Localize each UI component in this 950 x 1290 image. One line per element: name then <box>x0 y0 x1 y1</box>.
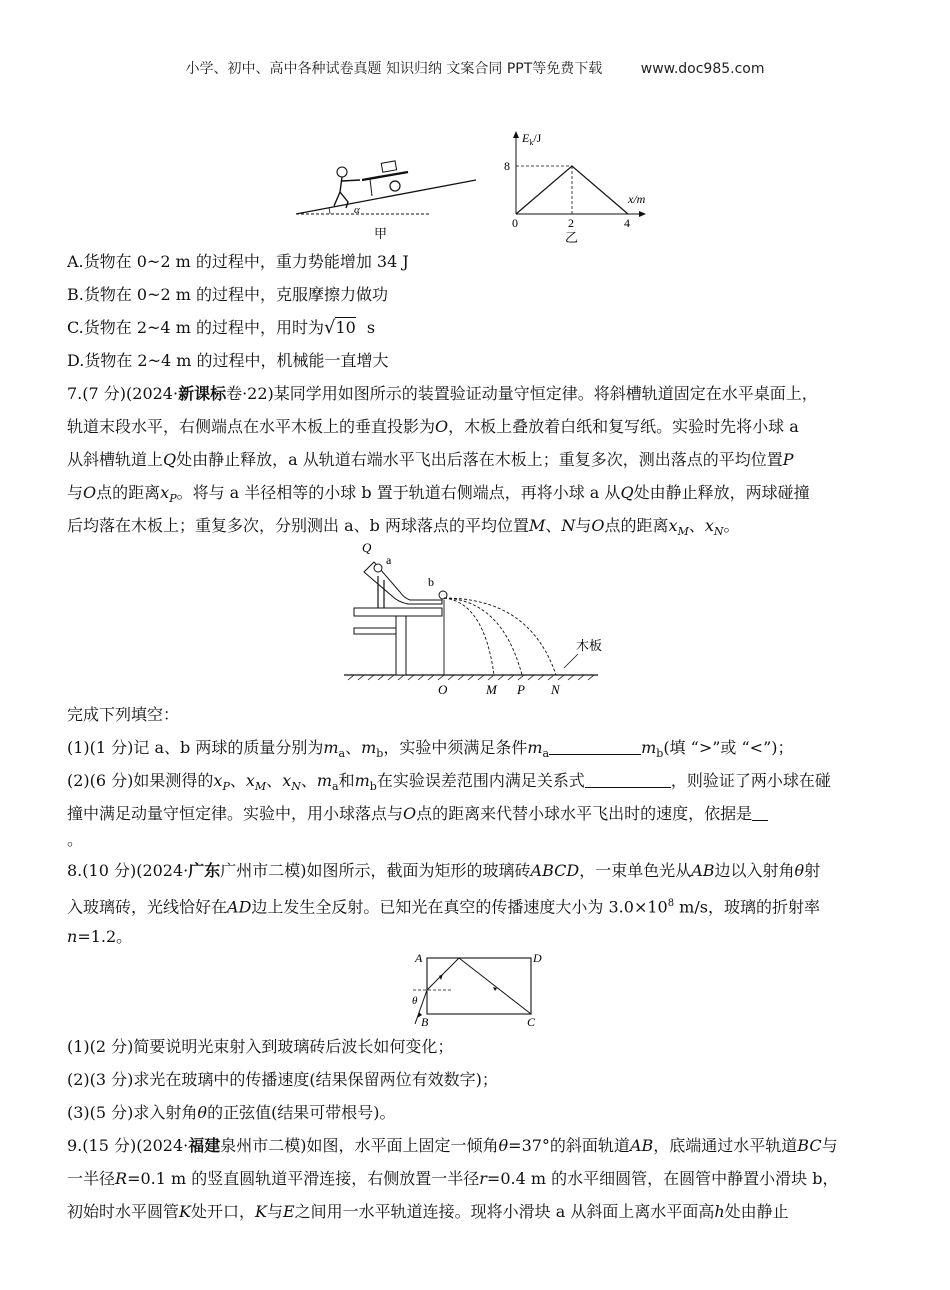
yi-x-arrow <box>639 211 646 217</box>
yi-x-label: x/m <box>628 192 646 206</box>
q8-label-A: A <box>415 951 423 965</box>
q8-part-3: (3)(5 分)求入射角θ的正弦值(结果可带根号)。 <box>67 1103 396 1122</box>
yi-x-tick-4: 4 <box>624 216 630 230</box>
q7-trajectory-N <box>444 598 556 675</box>
yi-caption: 乙 <box>565 230 579 245</box>
figure-q8-glass <box>405 950 555 1030</box>
q7-line-2: 轨道末段水平，右侧端点在水平木板上的垂直投影为O，木板上叠放着白纸和复写纸。实验时先将小球 a <box>67 417 799 436</box>
sqrt-symbol: √ <box>323 317 336 338</box>
q8-part-2: (2)(3 分)求光在玻璃中的传播速度(结果保留两位有效数字)； <box>67 1070 498 1089</box>
q7-line-5: 后均落在木板上；重复多次，分别测出 a、b 两球落点的平均位置M、N与O点的距离$x_M$、$x_N$。 <box>67 516 740 539</box>
yi-y-tick-8: 8 <box>504 159 510 173</box>
figure-jia <box>290 150 490 245</box>
q7-fill-part-1: (1)(1 分)记 a、b 两球的质量分别为$m_a$、$m_b$，实验中须满足条件$m_a$ $m_b$(填 “>”或 “<”)； <box>67 738 794 761</box>
page-header <box>0 58 950 78</box>
q7-label-board: 木板 <box>576 638 603 653</box>
option-c: C.货物在 2~4 m 的过程中，用时为√10 s <box>67 317 376 338</box>
q7-trajectory-P <box>444 598 522 675</box>
q8-line-3: n=1.2。 <box>67 927 133 946</box>
q7-line-4: 与O点的距离$x_P$。将与 a 半径相等的小球 b 置于轨道右侧端点，再将小球 a 从Q处由静止释放，两球碰撞 <box>67 483 810 506</box>
q8-label-B: B <box>421 1015 429 1029</box>
q9-line-3: 初始时水平圆管K处开口，K与E之间用一水平轨道连接。现将小滑块 a 从斜面上离水平面高h处由静止 <box>67 1202 789 1221</box>
q8-label-theta: θ <box>412 995 418 1007</box>
q7-line-1: 7.(7 分)(2024·新课标卷·22)某同学用如图所示的装置验证动量守恒定律。将斜槽轨道固定在水平桌面上， <box>67 384 818 403</box>
q8-part-1: (1)(2 分)简要说明光束射入到玻璃砖后波长如何变化； <box>67 1037 454 1056</box>
q7-label-b: b <box>428 575 434 589</box>
q7-board-hatch <box>348 675 594 680</box>
q7-label-a: a <box>386 553 392 567</box>
answer-blank-1[interactable] <box>549 736 641 755</box>
answer-blank-2[interactable] <box>585 769 671 788</box>
q7-board-pointer <box>564 654 578 668</box>
q7-label-O: O <box>438 682 448 697</box>
q7-table-top <box>354 608 442 616</box>
q7-ball-a <box>374 564 382 572</box>
yi-x-tick-0: 0 <box>512 216 518 230</box>
q7-line-3: 从斜槽轨道上Q处由静止释放，a 从轨道右端水平飞出后落在木板上；重复多次，测出落点的平均位置P <box>67 450 794 469</box>
figure-yi <box>500 128 660 245</box>
q7-table-leg <box>396 616 406 675</box>
q8-line-1: 8.(10 分)(2024·广东广州市二模)如图所示，截面为矩形的玻璃砖ABCD，一束单色光从AB边以入射角θ射 <box>67 861 821 880</box>
jia-alpha-label: α <box>354 204 360 216</box>
q9-line-1: 9.(15 分)(2024·福建泉州市二模)如图，水平面上固定一倾角θ=37°的斜面轨道AB，底端通过水平轨道BC与 <box>67 1136 838 1155</box>
answer-blank-3[interactable] <box>752 802 768 821</box>
yi-x-tick-2: 2 <box>568 216 574 230</box>
jia-caption: 甲 <box>374 226 388 241</box>
q7-label-P: P <box>517 682 525 697</box>
q7-label-N: N <box>551 682 560 697</box>
q7-label-M: M <box>486 682 497 697</box>
jia-cart-leg <box>370 179 372 196</box>
q7-fill-part-2: (2)(6 分)如果测得的$x_P$、$x_M$、$x_N$、$m_a$和$m_b$在实验误差范围内满足关系式 ，则验证了两小球在碰 <box>67 771 831 794</box>
jia-wheel <box>390 181 400 191</box>
option-a: A.货物在 0~2 m 的过程中，重力势能增加 34 J <box>67 252 409 271</box>
header-text: 小学、初中、高中各种试卷真题 知识归纳 文案合同 PPT等免费下载 <box>185 61 603 77</box>
q7-label-Q: Q <box>362 540 372 555</box>
yi-y-label: $E_k/J$ <box>522 131 542 147</box>
yi-y-arrow <box>513 131 519 138</box>
header-site: www.doc985.com <box>640 61 765 77</box>
q7-fill-intro: 完成下列填空： <box>67 705 180 724</box>
jia-person-head <box>337 167 347 177</box>
q8-label-D: D <box>533 951 542 965</box>
option-d: D.货物在 2~4 m 的过程中，机械能一直增大 <box>67 351 389 370</box>
q8-rectangle <box>427 958 531 1014</box>
jia-angle-arc <box>329 208 330 214</box>
jia-cart-deck <box>362 172 408 180</box>
q7-fill-part-2-line-2: 撞中满足动量守恒定律。实验中，用小球落点与O点的距离来代替小球水平飞出时的速度，依据是 <box>67 802 883 826</box>
jia-slope <box>296 180 476 214</box>
q8-line-2: 入玻璃砖，光线恰好在AD边上发生全反射。已知光在真空的传播速度大小为 $3.0\times 10^8$ m/s，玻璃的折射率 <box>67 897 820 917</box>
q7-trajectory-M <box>444 598 494 675</box>
figure-q7-apparatus <box>340 540 610 698</box>
q7-fill-part-2-line-3: 。 <box>67 830 84 849</box>
option-b: B.货物在 0~2 m 的过程中，克服摩擦力做功 <box>67 285 389 304</box>
q8-label-C: C <box>527 1015 536 1029</box>
q7-table-shelf <box>354 628 402 634</box>
q9-line-2: 一半径R=0.1 m 的竖直圆轨道平滑连接，右侧放置一半径r=0.4 m 的水平细圆管，在圆管中静置小滑块 b， <box>67 1169 839 1188</box>
jia-cargo <box>381 161 396 172</box>
